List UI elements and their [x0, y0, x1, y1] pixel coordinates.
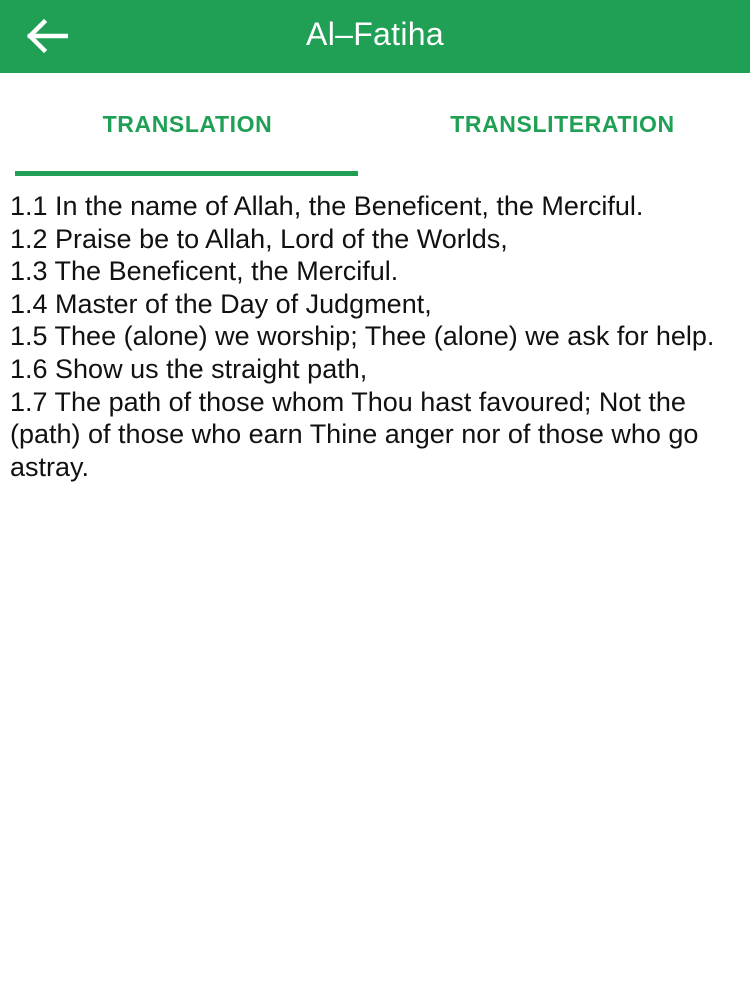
verse-1-6: 1.6 Show us the straight path, — [10, 353, 368, 384]
selected-tab-indicator — [15, 171, 358, 176]
translation-content — [10, 190, 740, 483]
tab-bar — [0, 73, 750, 177]
app-bar — [0, 0, 750, 73]
verse-1-5: 1.5 Thee (alone) we worship; Thee (alone) we ask for help. — [10, 321, 715, 352]
verse-1-2: 1.2 Praise be to Allah, Lord of the Worlds, — [10, 223, 508, 254]
tab-transliteration[interactable] — [375, 73, 750, 177]
tab-translation-label: TRANSLATION — [102, 111, 273, 137]
verse-1-4: 1.4 Master of the Day of Judgment, — [10, 288, 432, 319]
tab-transliteration-label: TRANSLITERATION — [450, 111, 675, 137]
verse-1-1: 1.1 In the name of Allah, the Beneficent, the Merciful. — [10, 191, 644, 221]
verse-1-3: 1.3 The Beneficent, the Merciful. — [10, 256, 399, 287]
verse-1-7: 1.7 The path of those whom Thou hast favoured; Not the (path) of those who earn Thine anger nor of those who go astray. — [10, 386, 699, 482]
tab-translation[interactable] — [0, 73, 375, 177]
page-title: Al–Fatiha — [306, 16, 444, 52]
